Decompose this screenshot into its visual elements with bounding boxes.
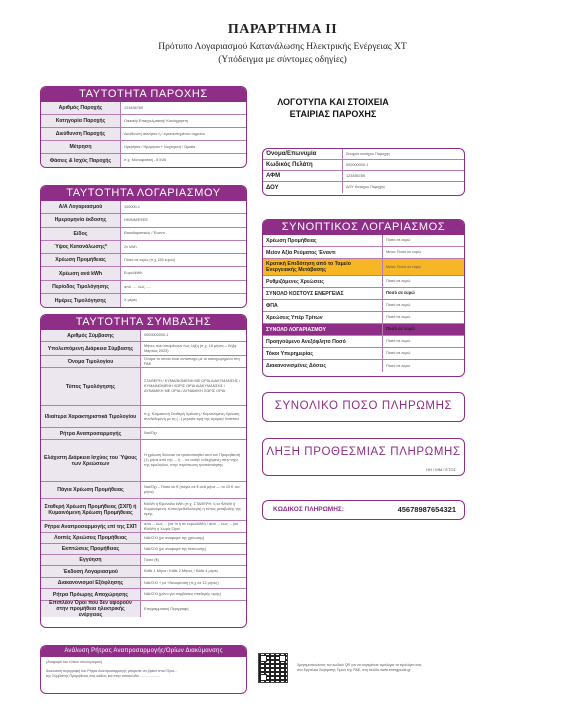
summary-row-label: Χρέωση Προμήθειας xyxy=(263,235,383,246)
contract-row xyxy=(41,330,246,342)
account-row-value: Χ μέρες xyxy=(124,298,138,303)
contract-row xyxy=(41,368,246,406)
summary-row xyxy=(263,348,464,360)
contract-row xyxy=(41,533,246,544)
contract-row xyxy=(41,499,246,521)
customer-rows xyxy=(263,149,464,193)
summary-row xyxy=(263,336,464,348)
account-identity-box xyxy=(40,185,247,308)
supply-identity-box xyxy=(40,86,247,168)
summary-row xyxy=(263,259,464,276)
summary-row-label: ΣΥΝΟΛΟ ΛΟΓΑΡΙΑΣΜΟΥ xyxy=(263,324,383,335)
contract-identity-title: ΤΑΥΤΟΤΗΤΑ ΣΥΜΒΑΣΗΣ xyxy=(41,315,246,330)
qr-note-line-2: στο Εργαλείο Σύγκρισης Τιμών της ΡΑΕ, στη σελίδα www.energycost.gr xyxy=(297,668,411,672)
summary-row-value: Ποσό σε ευρώ xyxy=(386,326,415,332)
contract-row-value: Όνομα το οποίο είναι αντίστοιχο με το καταχωρημένο στη ΡΑΕ xyxy=(144,356,240,366)
summary-row-label: Ρυθμιζόμενες Χρεώσεις xyxy=(263,276,383,287)
contract-row-label: Αριθμός Σύμβασης xyxy=(41,330,141,341)
account-row-value: Εκκαθαριστικός / Έναντι xyxy=(124,231,165,236)
contract-row-value: Επιγραμματική Περιγραφή xyxy=(144,606,189,611)
contract-row xyxy=(41,406,246,428)
contract-row xyxy=(41,555,246,566)
contract-row-label: Ιδιαίτερα Χαρακτηριστικά Τιμολογίου xyxy=(41,406,141,427)
customer-row-label: ΑΦΜ xyxy=(263,171,343,181)
contract-row-value: Ναι/Όχι xyxy=(144,431,157,436)
page-title: ΠΑΡΑΡΤΗΜΑ ΙΙ xyxy=(227,22,338,37)
summary-row-label: Μείον Αξία Ρεύματος Έναντι xyxy=(263,247,383,258)
account-row-label: Α/Α Λογαριασμού xyxy=(41,201,121,213)
summary-row-label: Κρατική Επιδότηση από το Ταμείο Ενεργειακής Μετάβασης xyxy=(263,259,383,275)
payment-code-value: 45678987654321 xyxy=(397,505,456,514)
supply-identity-rows xyxy=(41,102,246,167)
account-row-value: 100000-1 xyxy=(124,204,141,209)
contract-row-label: Τύπος Τιμολόγησης xyxy=(41,368,141,405)
supply-row-value: Ημερήσια / Ημερήσια + Νυχτερινή / Ωριαία xyxy=(124,144,196,149)
contract-row-value: ΣΤΑΘΕΡΗ / ΚΥΜΑΙΝΟΜΕΝΗ ΜΕ ΟΡΙΑ ΔΙΑΚΥΜΑΝΣΗΣ / ΚΥΜΑΙΝΟΜΕΝΗ ΧΩΡΙΣ ΟΡΙΑ ΔΙΑΚΥΜΑΝΣΗΣ / ΔΥΝΑΜΙΚΗ ΜΕ ΟΡΙΑ / ΔΥΝΑΜΙΚΗ ΧΩΡΙΣ ΟΡΙΑ xyxy=(144,379,241,393)
customer-row-label: ΔΟΥ xyxy=(263,182,343,193)
account-row xyxy=(41,254,246,267)
account-row-value: 2x kWh xyxy=(124,244,137,249)
account-row-label: Ύψος Κατανάλωσης* xyxy=(41,241,121,253)
qr-note-line-1: Χρησιμοποιώντας τον κωδικό QR για να συγκρίνετε τιμολόγια τα τιμολόγια σας xyxy=(297,663,422,667)
summary-title: ΣΥΝΟΠΤΙΚΟΣ ΛΟΓΑΡΙΑΣΜΟΣ xyxy=(263,220,464,235)
summary-row xyxy=(263,276,464,288)
supply-row xyxy=(41,141,246,154)
summary-row-value: Ποσό σε ευρώ xyxy=(386,315,411,320)
customer-row xyxy=(263,182,464,193)
due-date-value: ΗΗ / ΜΜ / ΕΤΟΣ xyxy=(426,467,456,472)
account-row-label: Χρέωση Προμήθειας xyxy=(41,254,121,266)
company-logo-placeholder xyxy=(268,96,398,120)
account-row xyxy=(41,294,246,307)
account-row-label: Ημέρες Τιμολόγησης xyxy=(41,294,121,307)
contract-row-label: Πάγια Χρέωση Προμήθειας xyxy=(41,482,141,498)
summary-box xyxy=(262,219,465,377)
contract-row-value: Κάθε 1 Μήνα / Κάθε 2 Μήνες / Κάθε 4 μήνες xyxy=(144,569,219,574)
summary-row-value: Ποσό σε ευρώ xyxy=(386,351,411,356)
account-row-value: Ποσό σε ευρώ (π.χ 150 ευρώ) xyxy=(124,257,175,262)
contract-row-label: Διακανονισμοί Εξόφλησης xyxy=(41,578,141,588)
contract-row-value: από ... έως ... (σε % ή σε ευρώ/kWh) / από ... έως ... (σε €/kWh) ή Χωρίς Όριο xyxy=(144,521,239,531)
account-row xyxy=(41,201,246,214)
contract-row-label: Επιπλέον Όροι που δεν αφορούν στην προμήθεια ηλεκτρικής ενέργειας xyxy=(41,601,141,617)
clause-analysis-line-2: Αναλυτική περιγραφή του Ρήτρα Αναπροσαρμογής μπορείτε να βρείτε στον Όροι... xyxy=(46,668,178,673)
customer-row-value: Στοιχεία κατόχου Παροχής xyxy=(346,151,391,156)
contract-row xyxy=(41,428,246,440)
qr-note xyxy=(297,663,467,673)
supply-row xyxy=(41,154,246,167)
account-row-value: Ευρώ/kWh xyxy=(124,271,143,276)
contract-row-value: Η χρέωση δύναται να τροποποιηθεί από τον Προμηθευτή (1) μήνα από την ... ή ... σε αυτήν ενδεχόμενη στην ισχύ της τιμολογίου, στην περίπτωση τροποποίησης xyxy=(144,453,241,467)
customer-row-value: 000000000-1 xyxy=(346,162,369,167)
contract-row-label: Ρήτρα Αναπροσαρμογής xyxy=(41,428,141,439)
account-row-label: Χρέωση ανά kWh xyxy=(41,267,121,279)
contract-row-label: Σταθερή Χρέωση Προμήθειας (ΣΧΠ) ή Κυμαινόμενη Χρέωση Προμήθειας xyxy=(41,499,141,520)
summary-row-value: Ποσό σε ευρώ xyxy=(386,339,411,344)
contract-row xyxy=(41,440,246,482)
account-identity-title: ΤΑΥΤΟΤΗΤΑ ΛΟΓΑΡΙΑΣΜΟΥ xyxy=(41,186,246,201)
supply-row-value: π.χ. Μονοφασική - 8 kVA xyxy=(124,158,167,163)
summary-row-label: ΣΥΝΟΛΟ ΚΟΣΤΟΥΣ ΕΝΕΡΓΕΙΑΣ xyxy=(263,288,383,299)
supply-row xyxy=(41,128,246,141)
contract-row-label: Ρήτρα Πρόωρης Αποχώρησης xyxy=(41,589,141,600)
contract-identity-box xyxy=(40,314,247,628)
summary-row-value: Μείον Ποσό σε ευρώ xyxy=(386,250,422,255)
summary-row-value: Ποσό σε ευρώ xyxy=(386,290,415,296)
summary-row-value: Μείον Ποσό σε ευρώ xyxy=(386,264,422,269)
contract-row xyxy=(41,342,246,356)
contract-row-label: Ρήτρα Αναπροσαρμογής επί της ΣΧΠ xyxy=(41,521,141,532)
logo-line-1: ΛΟΓΟΤΥΠΑ ΚΑΙ ΣΤΟΙΧΕΙΑ xyxy=(277,97,389,107)
summary-row-value: Ποσό σε ευρώ xyxy=(386,279,411,284)
contract-row-label: Ελάχιστη Διάρκεια Ισχύος του Ύψους των Χρεώσεων xyxy=(41,440,141,481)
summary-row-label: Τόκοι Υπερημερίας xyxy=(263,348,383,359)
account-identity-rows xyxy=(41,201,246,307)
supply-identity-title: ΤΑΥΤΟΤΗΤΑ ΠΑΡΟΧΗΣ xyxy=(41,87,246,102)
summary-row-label: Προηγούμενο Ανεξόφλητο Ποσό xyxy=(263,336,383,347)
contract-row xyxy=(41,566,246,578)
account-row xyxy=(41,214,246,227)
subtitle-note: (Υπόδειγμα με σύντομες οδηγίες) xyxy=(218,55,347,65)
summary-row-label: ΦΠΑ xyxy=(263,300,383,311)
summary-row-value: Ποσό σε ευρώ xyxy=(386,303,411,308)
qr-code-icon[interactable] xyxy=(258,653,288,683)
contract-row-label: Υπολειπόμενη Διάρκεια Σύμβασης xyxy=(41,342,141,355)
contract-row-label: Έκδοση Λογαριασμού xyxy=(41,566,141,577)
contract-row xyxy=(41,521,246,533)
customer-row xyxy=(263,171,464,182)
supply-row-label: Μέτρηση xyxy=(41,141,121,153)
payment-code-label: ΚΩΔΙΚΟΣ ΠΛΗΡΩΜΗΣ: xyxy=(273,506,344,513)
contract-row xyxy=(41,544,246,555)
summary-row xyxy=(263,312,464,324)
customer-row-label: Κωδικός Πελάτη xyxy=(263,160,343,170)
summary-row xyxy=(263,235,464,247)
contract-row-value: Ναι/Όχι – Ποσό σε € (πάγιο σε € ανά μήνα — το 10 € τον μήνα) xyxy=(144,485,240,494)
account-row xyxy=(41,267,246,280)
summary-row xyxy=(263,360,464,372)
summary-row-label: Διακανονισμένες Δόσεις xyxy=(263,360,383,372)
contract-row-value: Μήνες που απομένουν έως λήξη (π.χ. 16 μήνες – Λήξη: Μάρτιος 2023) xyxy=(144,343,238,353)
supply-row xyxy=(41,102,246,115)
supply-row xyxy=(41,115,246,128)
contract-row-value: Ποσό (€) xyxy=(144,557,160,562)
contract-row-label: Εγγύηση xyxy=(41,555,141,565)
contract-row-value: 0000000000-1 xyxy=(144,333,169,338)
customer-row-label: Όνομα/Επωνυμία xyxy=(263,149,343,159)
payment-code-box xyxy=(262,500,465,520)
contract-row-value: ΝΑΙ/ΟΧΙ (με αναφορά της χρέωσης) xyxy=(144,535,205,540)
due-date-box xyxy=(262,438,465,476)
customer-box xyxy=(262,148,465,196)
contract-identity-rows xyxy=(41,330,246,617)
summary-row xyxy=(263,300,464,312)
supply-row-value: Οικιακή/ Επαγγελματική/ Κοινόχρηστη xyxy=(124,118,188,123)
summary-row-label: Χρεώσεις Υπέρ Τρίτων xyxy=(263,312,383,323)
clause-analysis-title: Ανάλυση Ρήτρας Αναπροσαρμογής/Ορίων Διακύμανσης xyxy=(41,646,246,657)
account-row-value: ΗΗ/ΜΜ/ΕΕΕΕ xyxy=(124,218,149,223)
summary-row xyxy=(263,247,464,259)
customer-row-value: 123456789 xyxy=(346,173,366,178)
summary-row xyxy=(263,288,464,300)
supply-row-label: Διεύθυνση Παροχής xyxy=(41,128,121,140)
page-subtitle xyxy=(0,41,565,67)
clause-analysis-line-1: (Αναφορά του τύπου υπολογισμού) xyxy=(46,660,103,664)
summary-row-value: Ποσό σε ευρώ xyxy=(386,363,411,368)
account-row-label: Περίοδος Τιμολόγησης xyxy=(41,281,121,293)
contract-row xyxy=(41,578,246,589)
subtitle-line: Πρότυπο Λογαριασμού Κατανάλωσης Ηλεκτρικής Ενέργειας ΧΤ xyxy=(158,42,407,52)
total-payment-box xyxy=(262,392,465,422)
customer-row-value: ΔΟΥ Κατόχου Παροχής xyxy=(346,185,386,190)
contract-row-label: Λοιπές Χρεώσεις Προμήθειας xyxy=(41,533,141,543)
account-row xyxy=(41,281,246,294)
total-payment-title: ΣΥΝΟΛΙΚΟ ΠΟΣΟ ΠΛΗΡΩΜΗΣ xyxy=(274,400,453,412)
customer-row xyxy=(263,160,464,171)
contract-row xyxy=(41,356,246,368)
clause-analysis-line-3: της Σύμβασης Προμήθειας σας καθώς και στην ιστοσελίδα .................... xyxy=(46,674,160,678)
customer-row xyxy=(263,149,464,160)
due-date-title: ΛΗΞΗ ΠΡΟΘΕΣΜΙΑΣ ΠΛΗΡΩΜΗΣ xyxy=(266,446,461,458)
account-row-label: Ημερομηνία έκδοσης xyxy=(41,214,121,226)
contract-row-value: ΝΑΙ/ΟΧΙ (μόνο για συμβάσεις σταθερής τιμής) xyxy=(144,592,222,597)
supply-row-label: Κατηγορία Παροχής xyxy=(41,115,121,127)
logo-line-2: ΕΤΑΙΡΙΑΣ ΠΑΡΟΧΗΣ xyxy=(289,109,377,119)
account-row-value: από ..... έως ..... xyxy=(124,284,152,289)
contract-row-label: Εκπτώσεις Προμήθειας xyxy=(41,544,141,554)
contract-row xyxy=(41,482,246,499)
clause-analysis-box xyxy=(40,645,247,694)
summary-rows xyxy=(263,235,464,372)
summary-row xyxy=(263,324,464,336)
contract-row-value: π.χ. Κλιμακωτή Σταθερή Χρέωση / Κυμαινόμενη Χρέωση συνδεδεμένη με τη (...) μηνιαία τιμή της αγοράς/ Indexed xyxy=(144,411,240,421)
supply-row-label: Φάσεις & Ισχύς Παροχής xyxy=(41,154,121,167)
contract-row-label: Όνομα Τιμολογίου xyxy=(41,356,141,367)
contract-row xyxy=(41,601,246,617)
contract-row-value: ΝΑΙ/ΟΧΙ (με αναφορά της έκπτωσης) xyxy=(144,546,207,551)
supply-row-value: 123456789 xyxy=(124,105,144,110)
account-row xyxy=(41,228,246,241)
account-row xyxy=(41,241,246,254)
supply-row-label: Αριθμός Παροχής xyxy=(41,102,121,114)
contract-row-value: €/kWh ή €/μονάδα kWh (π.χ. ΣΤΑΘΕΡΗ: 0,xx €/kWh ή Κυμαινόμενη: τύπος/μεθοδολογία) ή τύπος μεταβολής της τιμής xyxy=(144,502,241,516)
account-row-label: Είδος xyxy=(41,228,121,240)
supply-row-value: Διεύθυνση ακινήτου ή / εγκατεστημένου σημείου xyxy=(124,131,205,136)
contract-row-value: ΝΑΙ/ΟΧΙ + με +διευκρίνιση (π.χ σε 12 μήνες) xyxy=(144,580,219,585)
summary-row-value: Ποσό σε ευρώ xyxy=(386,238,411,243)
